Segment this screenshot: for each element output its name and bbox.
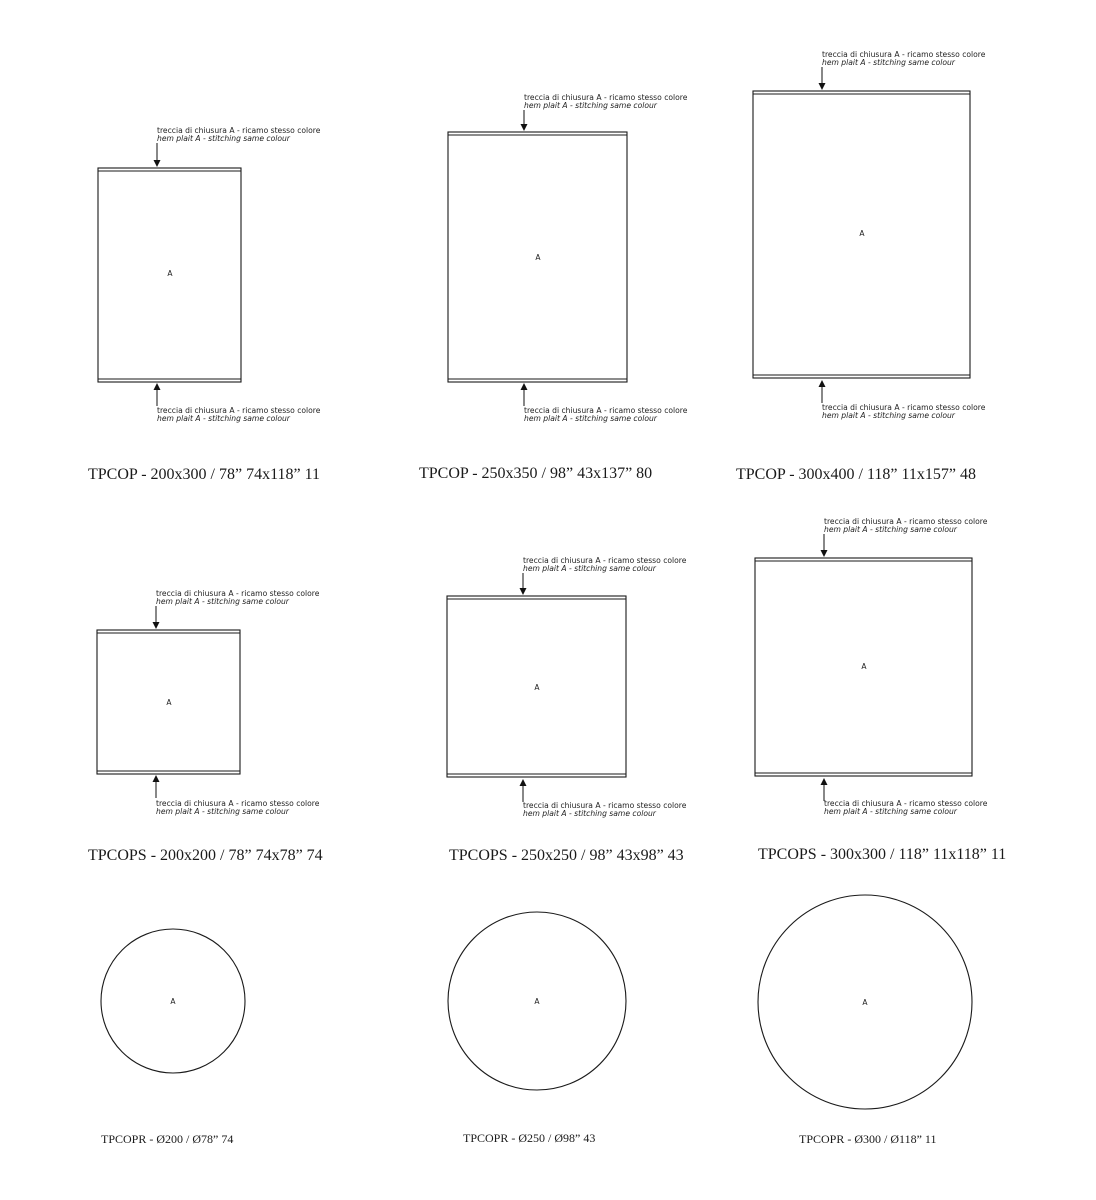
hem-note-it: treccia di chiusura A - ricamo stesso colore (822, 50, 986, 59)
top-hem-annotation (154, 126, 321, 167)
hem-note-it: treccia di chiusura A - ricamo stesso colore (523, 801, 687, 810)
hem-note-en: hem plait A - stitching same colour (524, 101, 657, 110)
tpcops-300x300-drawing (755, 517, 1006, 863)
hem-note-it: treccia di chiusura A - ricamo stesso colore (824, 799, 988, 808)
hem-note-it: treccia di chiusura A - ricamo stesso colore (157, 126, 321, 135)
arrowhead-down-icon (520, 588, 527, 595)
tpcops-250x250-caption: TPCOPS - 250x250 / 98” 43x98” 43 (449, 847, 684, 864)
bottom-hem-annotation (521, 383, 688, 423)
bottom-hem-annotation (821, 778, 988, 816)
arrowhead-up-icon (153, 775, 160, 782)
hem-note-it: treccia di chiusura A - ricamo stesso colore (523, 556, 687, 565)
arrowhead-up-icon (521, 383, 528, 390)
tpcops-200x200-caption: TPCOPS - 200x200 / 78” 74x78” 74 (88, 847, 323, 864)
tpcops-250x250-drawing (447, 556, 687, 864)
tpcop-250x350-drawing (419, 93, 688, 482)
fabric-label: A (534, 997, 540, 1006)
top-hem-annotation (821, 517, 988, 557)
arrowhead-down-icon (521, 124, 528, 131)
fabric-label: A (167, 269, 173, 278)
bottom-hem-annotation (154, 383, 321, 423)
fabric-label: A (861, 662, 867, 671)
arrowhead-up-icon (821, 778, 828, 785)
hem-note-it: treccia di chiusura A - ricamo stesso colore (157, 406, 321, 415)
top-hem-annotation (153, 589, 320, 629)
tpcop-200x300-caption: TPCOP - 200x300 / 78” 74x118” 11 (88, 466, 320, 483)
hem-note-it: treccia di chiusura A - ricamo stesso colore (156, 589, 320, 598)
fabric-label: A (170, 997, 176, 1006)
fabric-label: A (534, 683, 540, 692)
fabric-label: A (166, 698, 172, 707)
arrowhead-down-icon (819, 83, 826, 90)
top-hem-annotation (521, 93, 688, 131)
bottom-hem-annotation (520, 779, 687, 818)
fabric-label: A (535, 253, 541, 262)
bottom-hem-annotation (153, 775, 320, 816)
tpcopr-200-drawing (101, 929, 245, 1146)
tpcop-300x400-drawing (736, 50, 986, 483)
hem-note-it: treccia di chiusura A - ricamo stesso colore (524, 406, 688, 415)
hem-note-en: hem plait A - stitching same colour (822, 411, 955, 420)
top-hem-annotation (819, 50, 986, 90)
hem-note-it: treccia di chiusura A - ricamo stesso colore (824, 517, 988, 526)
hem-note-en: hem plait A - stitching same colour (824, 525, 957, 534)
tpcop-250x350-caption: TPCOP - 250x350 / 98” 43x137” 80 (419, 465, 653, 482)
arrowhead-down-icon (153, 622, 160, 629)
hem-note-it: treccia di chiusura A - ricamo stesso colore (822, 403, 986, 412)
fabric-label: A (862, 998, 868, 1007)
hem-note-en: hem plait A - stitching same colour (156, 597, 289, 606)
hem-note-en: hem plait A - stitching same colour (524, 414, 657, 423)
tpcopr-250-caption: TPCOPR - Ø250 / Ø98” 43 (463, 1131, 596, 1145)
tpcop-300x400-caption: TPCOP - 300x400 / 118” 11x157” 48 (736, 466, 976, 483)
tpcop-200x300-drawing (88, 126, 321, 483)
hem-note-en: hem plait A - stitching same colour (822, 58, 955, 67)
tpcopr-300-drawing (758, 895, 972, 1146)
fabric-label: A (859, 229, 865, 238)
arrowhead-down-icon (154, 160, 161, 167)
hem-note-en: hem plait A - stitching same colour (824, 807, 957, 816)
hem-note-en: hem plait A - stitching same colour (523, 809, 656, 818)
hem-note-en: hem plait A - stitching same colour (157, 134, 290, 143)
hem-note-en: hem plait A - stitching same colour (157, 414, 290, 423)
tpcopr-250-drawing (448, 912, 626, 1145)
tpcopr-200-caption: TPCOPR - Ø200 / Ø78” 74 (101, 1132, 234, 1146)
tpcops-200x200-drawing (88, 589, 323, 864)
bottom-hem-annotation (819, 380, 986, 420)
arrowhead-up-icon (819, 380, 826, 387)
top-hem-annotation (520, 556, 687, 595)
hem-note-it: treccia di chiusura A - ricamo stesso colore (156, 799, 320, 808)
arrowhead-up-icon (154, 383, 161, 390)
tpcopr-300-caption: TPCOPR - Ø300 / Ø118” 11 (799, 1132, 937, 1146)
tpcops-300x300-caption: TPCOPS - 300x300 / 118” 11x118” 11 (758, 846, 1007, 863)
hem-note-it: treccia di chiusura A - ricamo stesso colore (524, 93, 688, 102)
hem-note-en: hem plait A - stitching same colour (156, 807, 289, 816)
arrowhead-down-icon (821, 550, 828, 557)
hem-note-en: hem plait A - stitching same colour (523, 564, 656, 573)
arrowhead-up-icon (520, 779, 527, 786)
